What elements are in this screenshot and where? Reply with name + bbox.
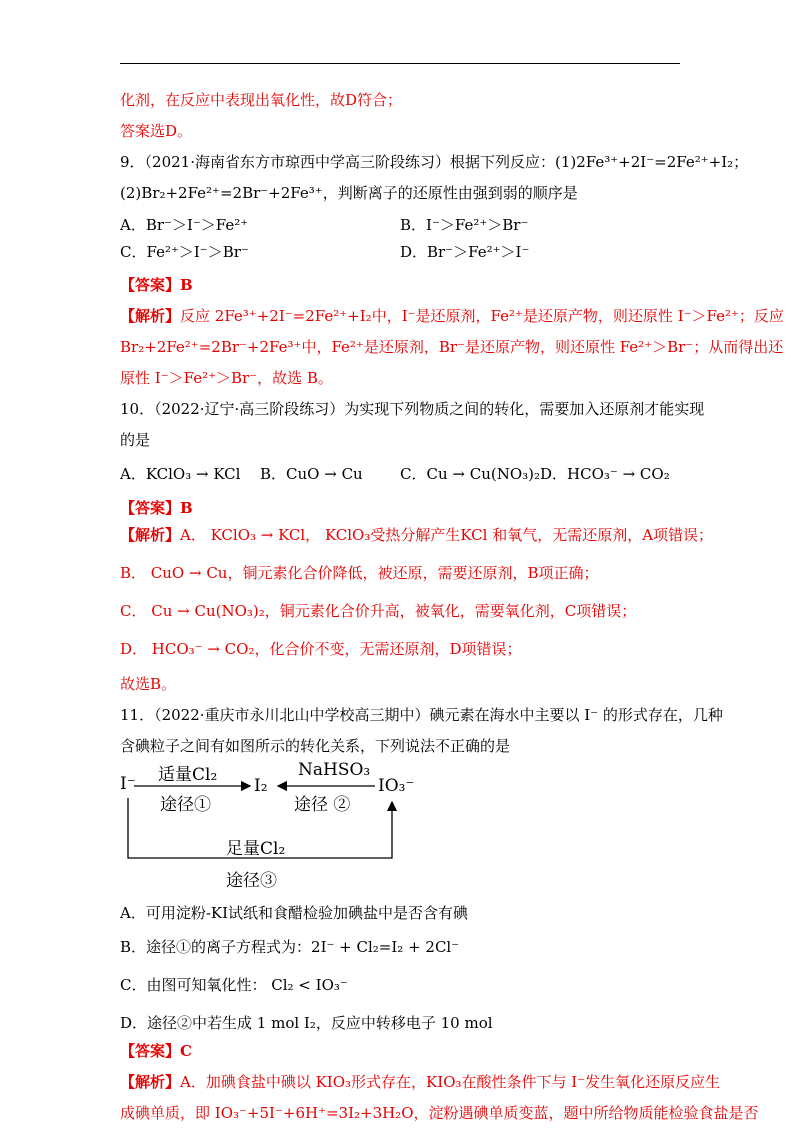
header-rule [120, 63, 680, 64]
q9-answer [120, 273, 690, 297]
q9-stem-line1: 9．（2021·海南省东方市琼西中学高三阶段练习）根据下列反应：(1)2Fe³⁺+2I⁻=2Fe²⁺+I₂； [120, 153, 749, 171]
q9-analysis-line2: Br₂+2Fe²⁺=2Br⁻+2Fe³⁺中，Fe²⁺是还原剂，Br⁻是还原产物，则还原性 Fe²⁺＞Br⁻；从而得出还 [120, 338, 784, 356]
q9-options-row2 [120, 239, 690, 266]
route1-label: 途径① [160, 795, 211, 815]
answer-tag: 【答案】 [120, 499, 181, 517]
analysis-tag: 【解析】 [120, 307, 181, 325]
document-body [120, 88, 784, 1125]
q10-analysis-b: B． CuO → Cu，铜元素化合价降低，被还原，需要还原剂，B项正确； [120, 564, 599, 582]
q10-analysis-c: C． Cu → Cu(NO₃)₂，铜元素化合价升高，被氧化，需要氧化剂，C项错误； [120, 602, 637, 620]
q9-option-c: C．Fe²⁺＞I⁻＞Br⁻ [120, 243, 249, 261]
analysis-text: 反应 2Fe³⁺+2I⁻=2Fe²⁺+I₂中，I⁻是还原剂，Fe²⁺是还原产物，则还原性 I⁻＞Fe²⁺；反应 [180, 307, 784, 325]
q10-analysis-d: D． HCO₃⁻ → CO₂，化合价不变，无需还原剂，D项错误； [120, 640, 522, 658]
q10-option-b: B．CuO → Cu [260, 465, 363, 483]
q11-stem-line1: 11．（2022·重庆市永川北山中学校高三期中）碘元素在海水中主要以 I⁻ 的形式存在，几种 [120, 706, 723, 724]
answer-tag: 【答案】 [120, 1042, 181, 1060]
q9-option-d: D．Br⁻＞Fe²⁺＞I⁻ [400, 243, 530, 261]
q11-answer [120, 1039, 690, 1063]
q9-analysis-line3: 原性 I⁻＞Fe²⁺＞Br⁻，故选 B。 [120, 369, 333, 387]
q10-option-d: D．HCO₃⁻ → CO₂ [540, 465, 670, 483]
answer-value: B [180, 499, 193, 517]
route1-reagent: 适量Cl₂ [158, 765, 218, 785]
q10-answer [120, 496, 690, 520]
answer-value: C [180, 1042, 192, 1060]
q10-analysis-a [120, 520, 714, 551]
route2-reagent: NaHSO₃ [298, 760, 371, 780]
answer-tag: 【答案】 [120, 276, 181, 294]
q10-options-row [120, 459, 690, 489]
analysis-text: A． KClO₃ → KCl， KClO₃受热分解产生KCl 和氧气，无需还原剂，A项错误； [180, 526, 714, 544]
q10-option-c: C．Cu → Cu(NO₃)₂ [400, 465, 541, 483]
q11-stem-line2: 含碘粒子之间有如图所示的转化关系，下列说法不正确的是 [120, 737, 511, 755]
species-iodine: I₂ [254, 776, 268, 796]
iodine-conversion-diagram [120, 762, 420, 894]
q8-analysis-tail: 化剂，在反应中表现出氧化性，故D符合； [120, 91, 403, 109]
q8-conclusion: 答案选D。 [120, 122, 193, 140]
q10-option-a: A．KClO₃ → KCl [120, 465, 241, 483]
q9-stem-line2: (2)Br₂+2Fe²⁺=2Br⁻+2Fe³⁺，判断离子的还原性由强到弱的顺序是 [120, 184, 578, 202]
route3-reagent: 足量Cl₂ [226, 839, 286, 859]
q9-options-row1 [120, 212, 690, 239]
species-iodate: IO₃⁻ [378, 776, 415, 796]
analysis-tag: 【解析】 [120, 526, 181, 544]
analysis-text: A．加碘食盐中碘以 KIO₃形式存在，KIO₃在酸性条件下与 I⁻发生氧化还原反应生 [180, 1073, 721, 1091]
analysis-tag: 【解析】 [120, 1073, 181, 1091]
q11-option-d: D．途径②中若生成 1 mol I₂，反应中转移电子 10 mol [120, 1014, 493, 1032]
route2-label: 途径 ② [294, 795, 351, 815]
route3-label: 途径③ [226, 871, 277, 891]
q11-option-b: B．途径①的离子方程式为：2I⁻ + Cl₂=I₂ + 2Cl⁻ [120, 938, 460, 956]
q11-analysis-line2: 成碘单质，即 IO₃⁻+5I⁻+6H⁺=3I₂+3H₂O，淀粉遇碘单质变蓝，题中所给物质能检验食盐是否 [120, 1104, 759, 1122]
q11-option-c: C．由图可知氧化性： Cl₂ < IO₃⁻ [120, 976, 348, 994]
q10-conclusion: 故选B。 [120, 675, 177, 693]
q10-stem-line2: 的是 [120, 431, 151, 449]
q11-analysis-line1 [120, 1070, 721, 1094]
q10-stem-line1: 10．（2022·辽宁·高三阶段练习）为实现下列物质之间的转化，需要加入还原剂才能实现 [120, 400, 705, 418]
q11-option-a: A．可用淀粉-KI试纸和食醋检验加碘盐中是否含有碘 [120, 904, 469, 922]
q9-option-b: B．I⁻＞Fe²⁺＞Br⁻ [400, 216, 529, 234]
species-iodide: I⁻ [120, 774, 136, 794]
q9-option-a: A．Br⁻＞I⁻＞Fe²⁺ [120, 216, 249, 234]
answer-value: B [180, 276, 193, 294]
q9-analysis-line1 [120, 304, 784, 328]
